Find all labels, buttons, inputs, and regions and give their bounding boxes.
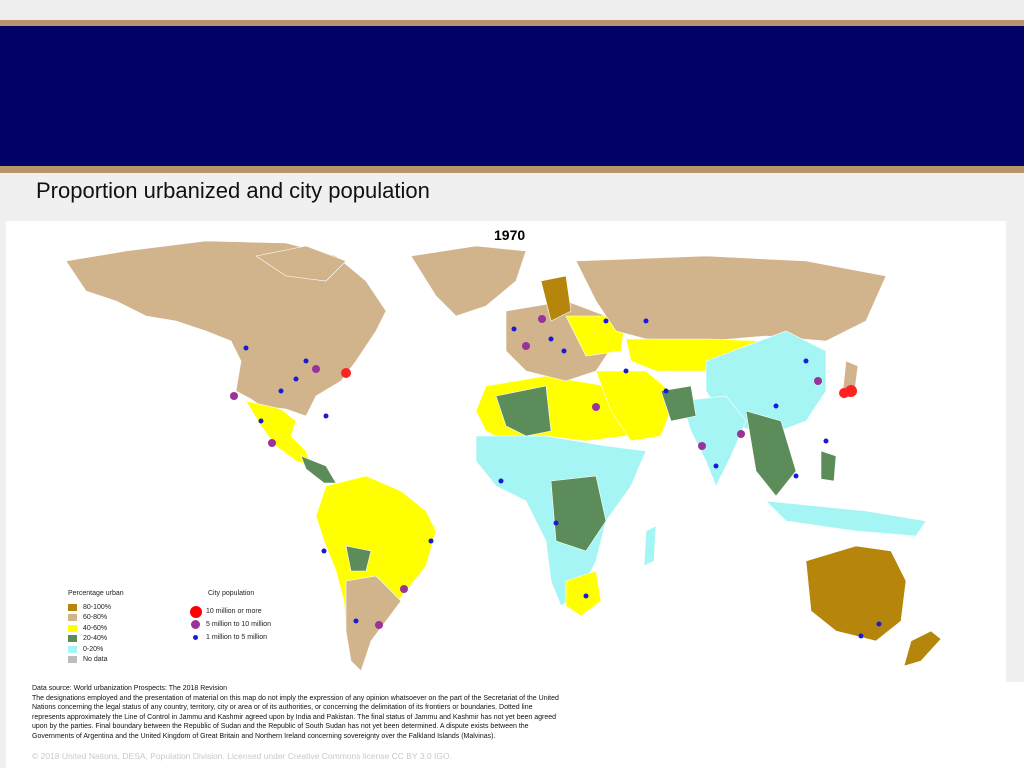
city-legend-label: 1 million to 5 million bbox=[206, 634, 268, 641]
city-dot bbox=[191, 620, 200, 629]
legend-item bbox=[68, 623, 124, 634]
city-marker-1m bbox=[664, 389, 669, 394]
legend-label: 60-80% bbox=[83, 614, 108, 622]
slide-title: Proportion urbanized and city population bbox=[36, 178, 430, 203]
city-dot bbox=[193, 635, 198, 640]
city-marker-5m bbox=[522, 342, 530, 350]
new-zealand bbox=[904, 631, 941, 666]
disclaimer-text: The designations employed and the presentation of material on this map do not imply the expression of any opinion whatsoever on the part of the Secretariat of the United Nations concerning the legal status of any country, territory, city or area or of its authorities, or concerning the delimitation of its frontiers or boundaries. Dotted line represents approximately the Line of Control in Jammu and Kashmir agreed upon by India and Pakistan. The final status of Jammu and Kashmir has not yet been agreed upon by the parties. Final boundary between the Republic of Sudan and the Republic of South Sudan has not yet been determined. A dispute exists between the Governments of Argentina and the United Kingdom of Great Britain and Northern Ireland concerning sovereignty over the Falkland Islands (Malvinas). bbox=[32, 694, 559, 740]
city-legend-label: 10 million or more bbox=[206, 608, 262, 615]
city-marker-1m bbox=[714, 464, 719, 469]
city-marker-1m bbox=[294, 377, 299, 382]
city-marker-10m bbox=[839, 388, 849, 398]
legend-swatch bbox=[68, 646, 77, 653]
city-marker-1m bbox=[859, 634, 864, 639]
urban-legend bbox=[68, 590, 124, 665]
legend-item bbox=[68, 655, 124, 666]
city-marker-5m bbox=[230, 392, 238, 400]
right-gap bbox=[1006, 682, 1024, 768]
city-marker-1m bbox=[324, 414, 329, 419]
legend-swatch bbox=[68, 656, 77, 663]
title-banner bbox=[0, 26, 1024, 166]
city-legend-label: 5 million to 10 million bbox=[206, 621, 271, 628]
city-marker-5m bbox=[375, 621, 383, 629]
city-marker-1m bbox=[562, 349, 567, 354]
city-marker-5m bbox=[737, 430, 745, 438]
philippines bbox=[821, 451, 836, 481]
city-marker-5m bbox=[538, 315, 546, 323]
city-marker-1m bbox=[322, 549, 327, 554]
city-marker-1m bbox=[794, 474, 799, 479]
city-marker-1m bbox=[279, 389, 284, 394]
south-america bbox=[316, 476, 436, 671]
city-marker-10m bbox=[341, 368, 351, 378]
city-marker-1m bbox=[774, 404, 779, 409]
madagascar bbox=[644, 526, 656, 566]
legend-item bbox=[68, 602, 124, 613]
header-rule-bottom bbox=[0, 166, 1024, 173]
city-marker-5m bbox=[400, 585, 408, 593]
world-map bbox=[6, 221, 1006, 691]
map-year: 1970 bbox=[494, 227, 526, 243]
legend-label: 40-60% bbox=[83, 624, 108, 632]
map-notes bbox=[32, 684, 562, 742]
legend-label: 0-20% bbox=[83, 645, 104, 653]
city-marker-1m bbox=[644, 319, 649, 324]
city-legend-item bbox=[190, 618, 271, 631]
city-marker-1m bbox=[584, 594, 589, 599]
legend-item bbox=[68, 634, 124, 645]
data-source: Data source: World urbanization Prospects: The 2018 Revision bbox=[32, 685, 228, 692]
city-marker-5m bbox=[268, 439, 276, 447]
city-marker-1m bbox=[244, 346, 249, 351]
legend-label: 80-100% bbox=[83, 603, 112, 611]
legend-swatch bbox=[68, 625, 77, 632]
city-marker-1m bbox=[804, 359, 809, 364]
city-legend-item bbox=[190, 631, 271, 644]
city-marker-5m bbox=[312, 365, 320, 373]
city-marker-1m bbox=[824, 439, 829, 444]
city-legend-item bbox=[190, 605, 271, 618]
city-marker-1m bbox=[512, 327, 517, 332]
legend-swatch bbox=[68, 635, 77, 642]
city-legend bbox=[190, 590, 271, 644]
city-marker-1m bbox=[429, 539, 434, 544]
legend-item bbox=[68, 613, 124, 624]
city-marker-1m bbox=[499, 479, 504, 484]
city-marker-1m bbox=[354, 619, 359, 624]
city-marker-1m bbox=[549, 337, 554, 342]
greenland bbox=[411, 246, 526, 316]
city-legend-title: City population bbox=[208, 590, 255, 597]
legend-label: 20-40% bbox=[83, 635, 108, 643]
city-marker-1m bbox=[259, 419, 264, 424]
central-america bbox=[301, 456, 336, 483]
city-marker-1m bbox=[304, 359, 309, 364]
australia bbox=[806, 546, 906, 641]
indonesia bbox=[766, 501, 926, 536]
legend-label: No data bbox=[83, 656, 108, 664]
city-marker-1m bbox=[624, 369, 629, 374]
city-marker-5m bbox=[592, 403, 600, 411]
legend-item bbox=[68, 644, 124, 655]
legend-swatch bbox=[68, 614, 77, 621]
legend-swatch bbox=[68, 604, 77, 611]
city-marker-5m bbox=[698, 442, 706, 450]
city-marker-1m bbox=[604, 319, 609, 324]
top-strip bbox=[0, 0, 1024, 20]
city-marker-1m bbox=[554, 521, 559, 526]
russia bbox=[576, 256, 886, 341]
city-dot bbox=[190, 606, 202, 618]
urban-legend-title: Percentage urban bbox=[68, 590, 124, 597]
copyright: © 2018 United Nations, DESA, Population Division. Licensed under Creative Commons license CC BY 3.0 IGO. bbox=[32, 751, 452, 761]
city-marker-5m bbox=[814, 377, 822, 385]
city-marker-1m bbox=[877, 622, 882, 627]
